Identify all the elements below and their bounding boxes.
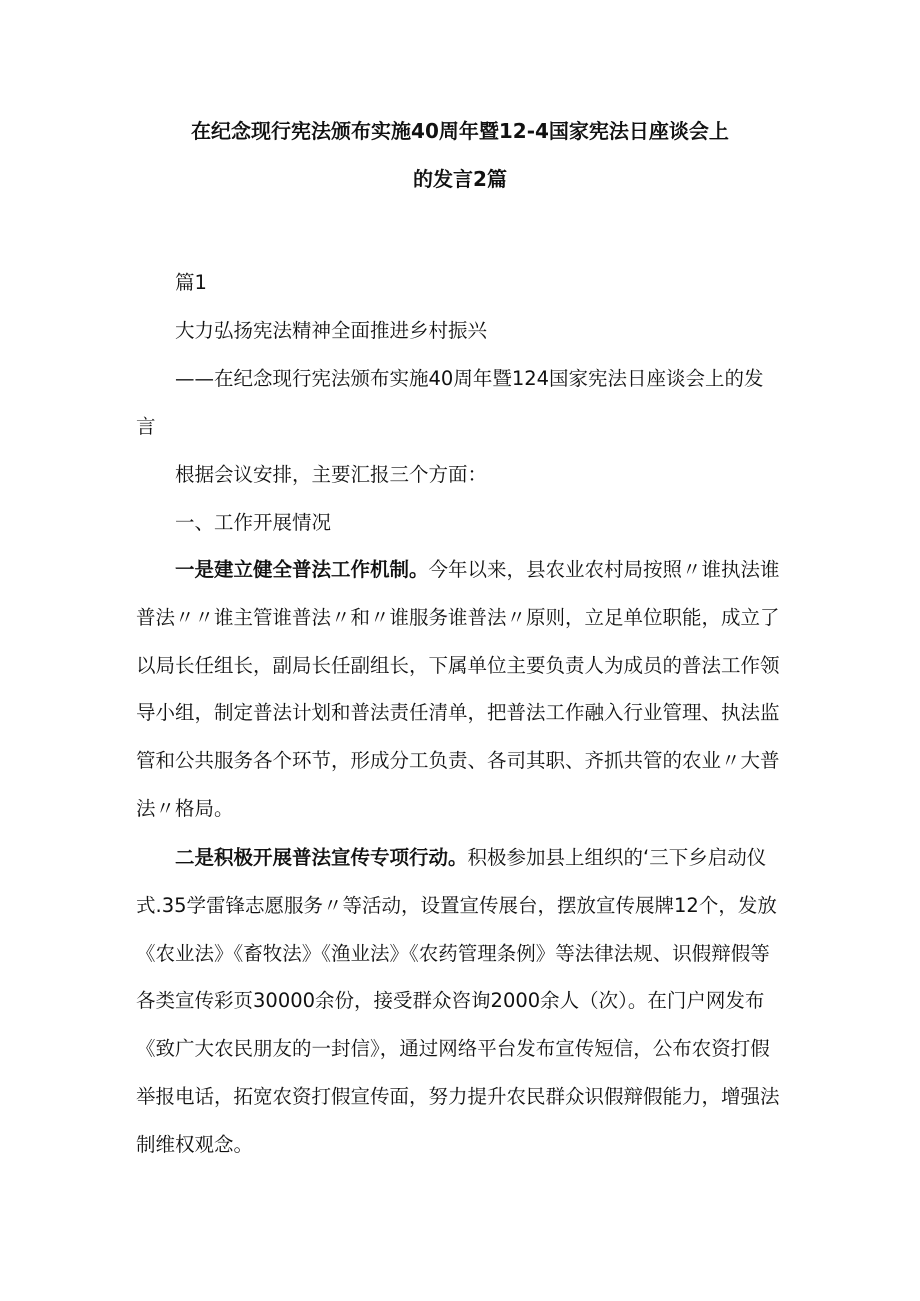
intro-paragraph: 根据会议安排，主要汇报三个方面：: [175, 463, 488, 486]
document-title-line-1: 在纪念现行宪法颁布实施40周年暨12-4国家宪法日座谈会上: [191, 119, 729, 143]
speech-heading: 大力弘扬宪法精神全面推进乡村振兴: [175, 319, 488, 342]
paragraph-2-lead: 二是积极开展普法宣传专项行动。: [175, 846, 468, 869]
document-title-line-2: 的发言2篇: [413, 167, 507, 191]
body-paragraph-2: [136, 834, 781, 1169]
paragraph-1-text: 今年以来，县农业农村局按照〃谁执法谁普法〃〃谁主管谁普法〃和〃谁服务谁普法〃原则，立足单位职能，成立了以局长任组长，副局长任副组长，下属单位主要负责人为成员的普法工作领导小组，制定普法计划和普法责任清单，把普法工作融入行业管理、执法监管和公共服务各个环节，形成分工负责、各司其职、齐抓共管的农业〃大普法〃格局。: [136, 558, 780, 820]
paragraph-1-lead: 一是建立健全普法工作机制。: [175, 558, 429, 581]
paragraph-2-text: 积极参加县上组织的‘三下乡启动仪式.35学雷锋志愿服务〃等活动，设置宣传展台，摆放宣传展牌12个，发放《农业法》《畜牧法》《渔业法》《农药管理条例》等法律法规、识假辩假等各类宣传彩页30000余份，接受群众咨询2000余人（次）。在门户网发布《致广大农民朋友的一封信》，通过网络平台发布宣传短信，公布农资打假举报电话，拓宽农资打假宣传面，努力提升农民群众识假辩假能力，增强法制维权观念。: [136, 846, 780, 1156]
part-label: 篇1: [175, 271, 207, 294]
speech-subtitle: ——在纪念现行宪法颁布实施40周年暨124国家宪法日座谈会上的发言: [136, 367, 764, 438]
body-paragraph-1: [136, 546, 781, 833]
section-heading-work-status: 一、工作开展情况: [175, 511, 332, 534]
